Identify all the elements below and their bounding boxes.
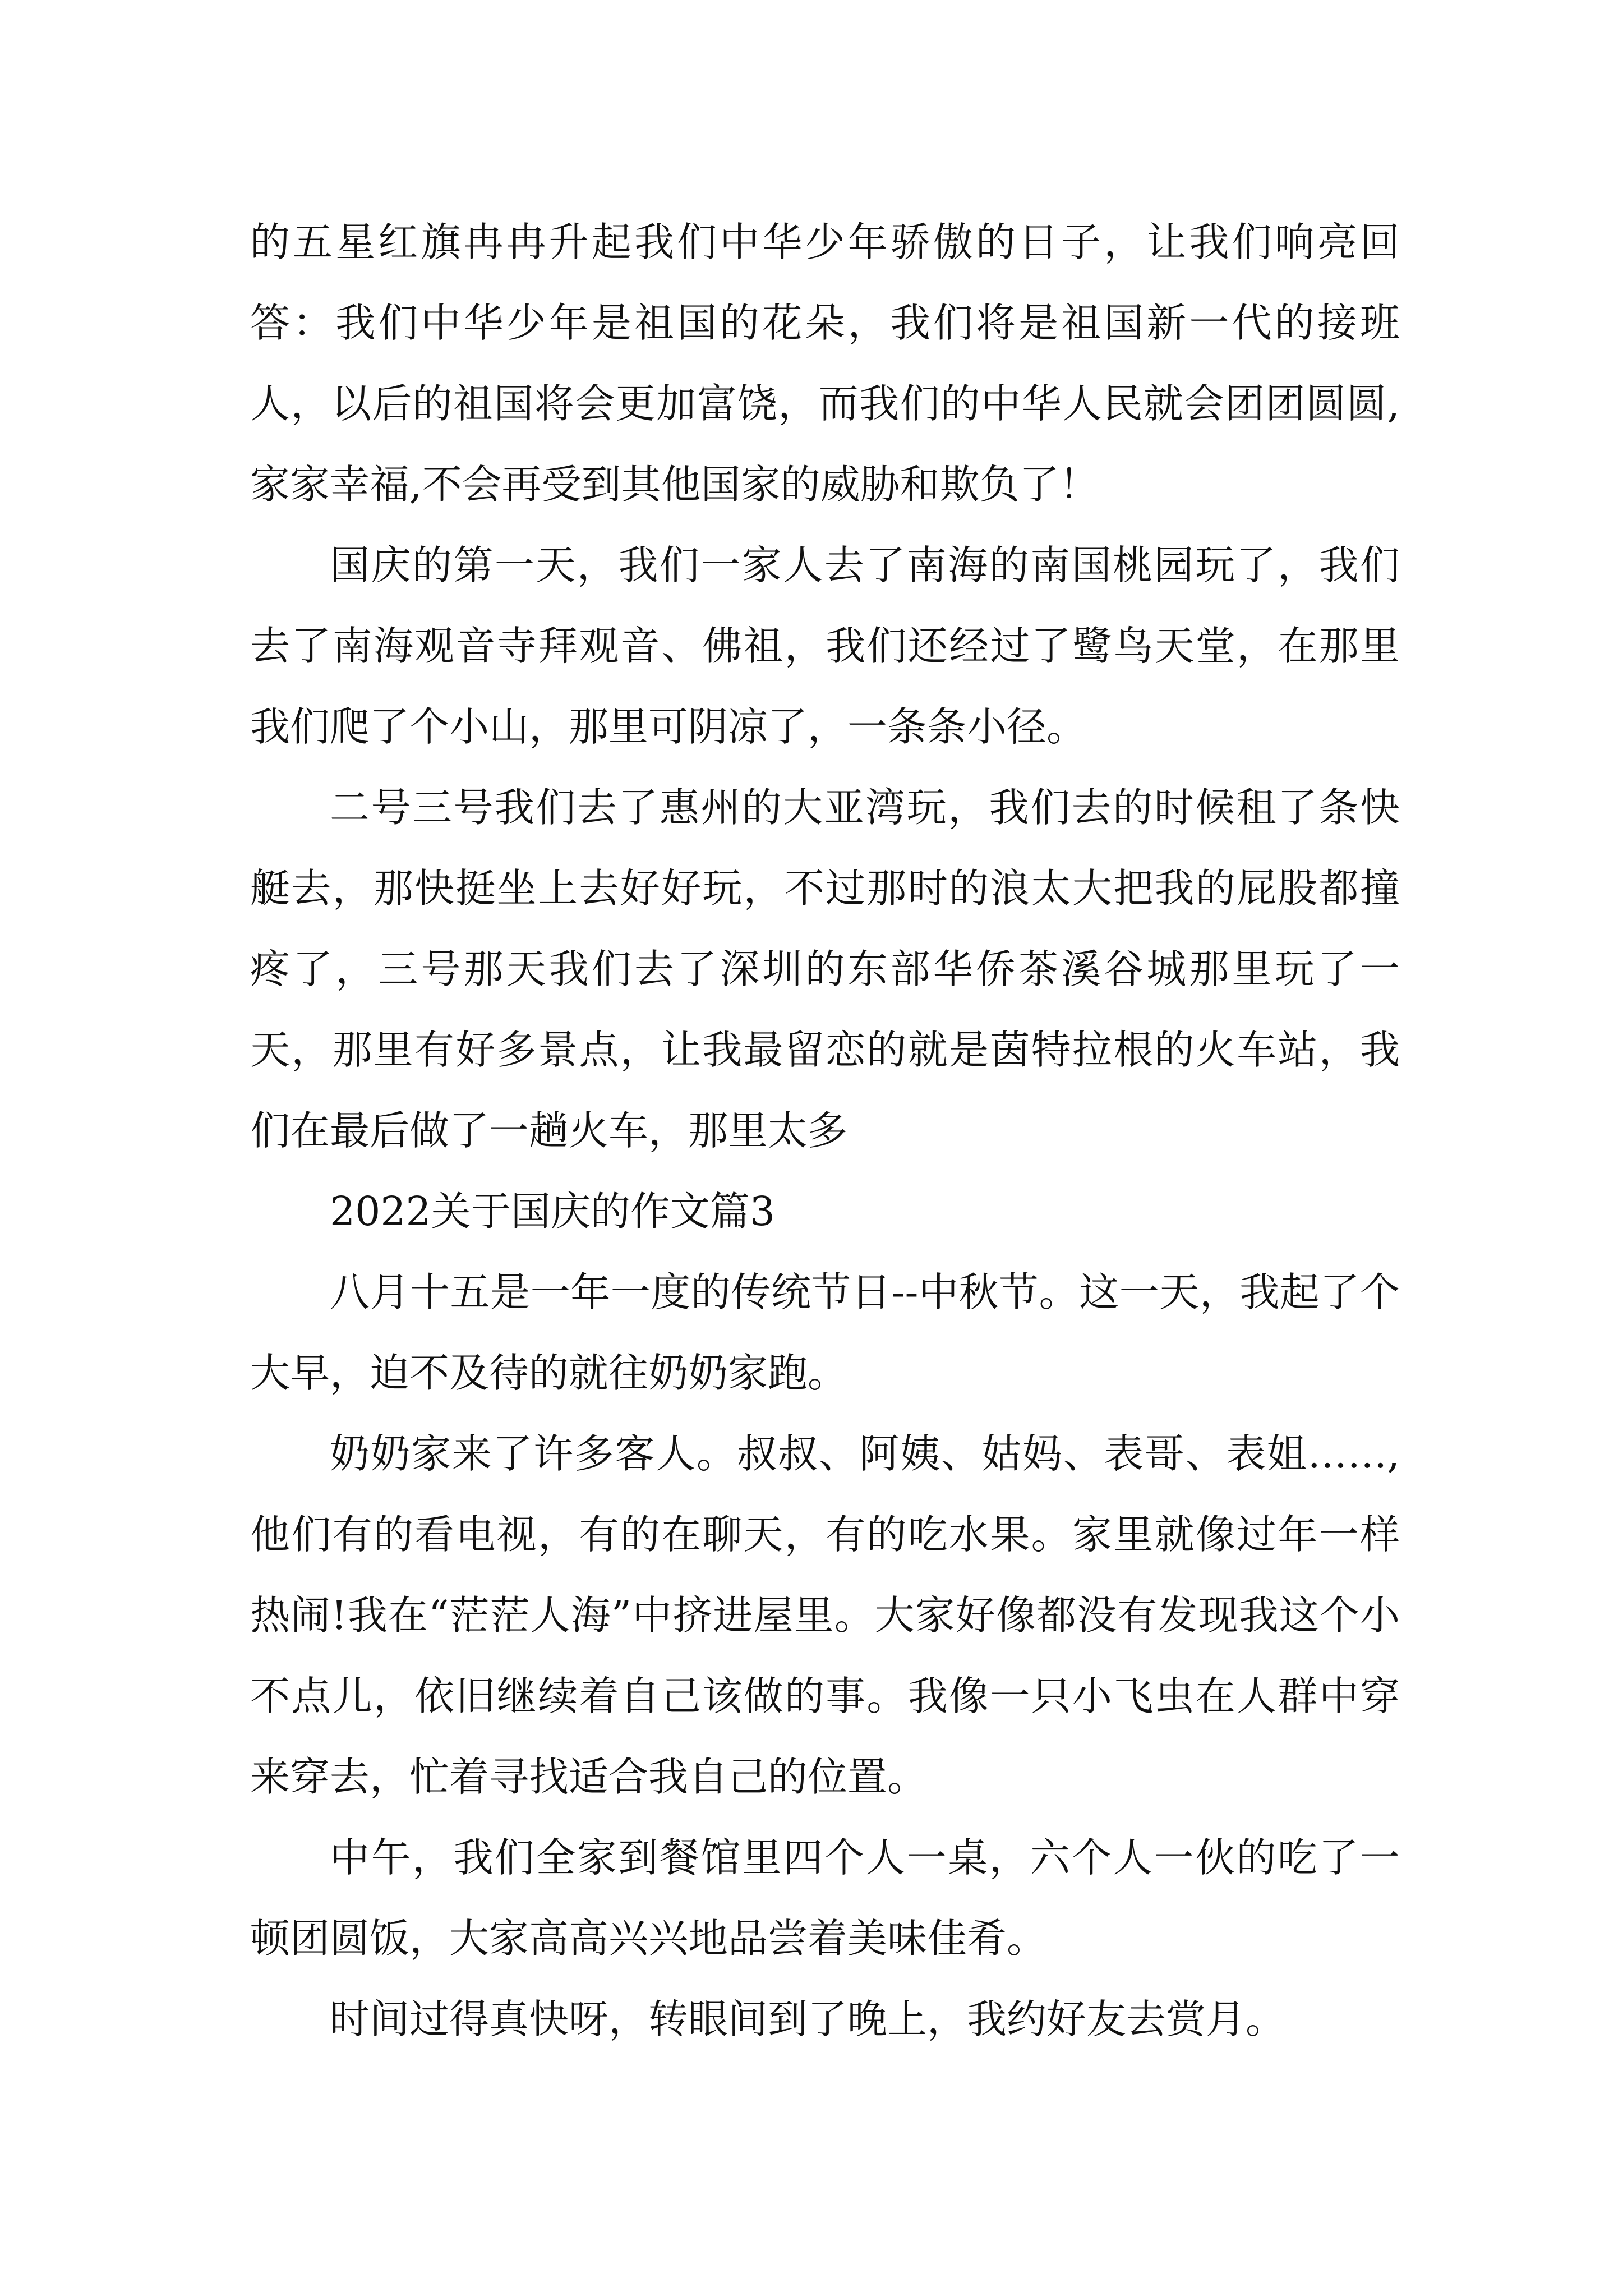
paragraph-grandma-house: 奶奶家来了许多客人。叔叔、阿姨、姑妈、表哥、表姐……,他们有的看电视，有的在聊天，有的吃水果。家里就像过年一样热闹!我在“茫茫人海”中挤进屋里。大家好像都没有发现我这个小不点儿，依旧继续着自己该做的事。我像一只小飞虫在人群中穿来穿去，忙着寻找适合我自己的位置。 xyxy=(250,1430,1400,1800)
document-body xyxy=(250,202,1400,2060)
paragraph-reunion-dinner: 中午，我们全家到餐馆里四个人一桌，六个人一伙的吃了一顿团圆饭，大家高高兴兴地品尝着美味佳肴。 xyxy=(250,1834,1400,1962)
paragraph-continuation: 的五星红旗冉冉升起我们中华少年骄傲的日子，让我们响亮回答：我们中华少年是祖国的花朵，我们将是祖国新一代的接班人，以后的祖国将会更加富饶，而我们的中华人民就会团团圆圆,家家幸福,不会再受到其他国家的威胁和欺负了！ xyxy=(250,219,1400,508)
paragraph-moon-viewing: 时间过得真快呀，转眼间到了晚上，我约好友去赏月。 xyxy=(330,1996,1286,2042)
paragraph-national-day-first-day: 国庆的第一天，我们一家人去了南海的南国桃园玩了，我们去了南海观音寺拜观音、佛祖，我们还经过了鹭鸟天堂，在那里我们爬了个小山，那里可阴凉了，一条条小径。 xyxy=(250,542,1400,750)
paragraph-daya-bay-trip: 二号三号我们去了惠州的大亚湾玩，我们去的时候租了条快艇去，那快挺坐上去好好玩，不过那时的浪太大把我的屁股都撞疼了，三号那天我们去了深圳的东部华侨茶溪谷城那里玩了一天，那里有好多景点，让我最留恋的就是茵特拉根的火车站，我们在最后做了一趟火车，那里太多 xyxy=(250,784,1400,1154)
paragraph-mid-autumn-intro: 八月十五是一年一度的传统节日--中秋节。这一天，我起了个大早，迫不及待的就往奶奶家跑。 xyxy=(250,1269,1400,1396)
section-heading: 2022关于国庆的作文篇3 xyxy=(330,1188,775,1235)
